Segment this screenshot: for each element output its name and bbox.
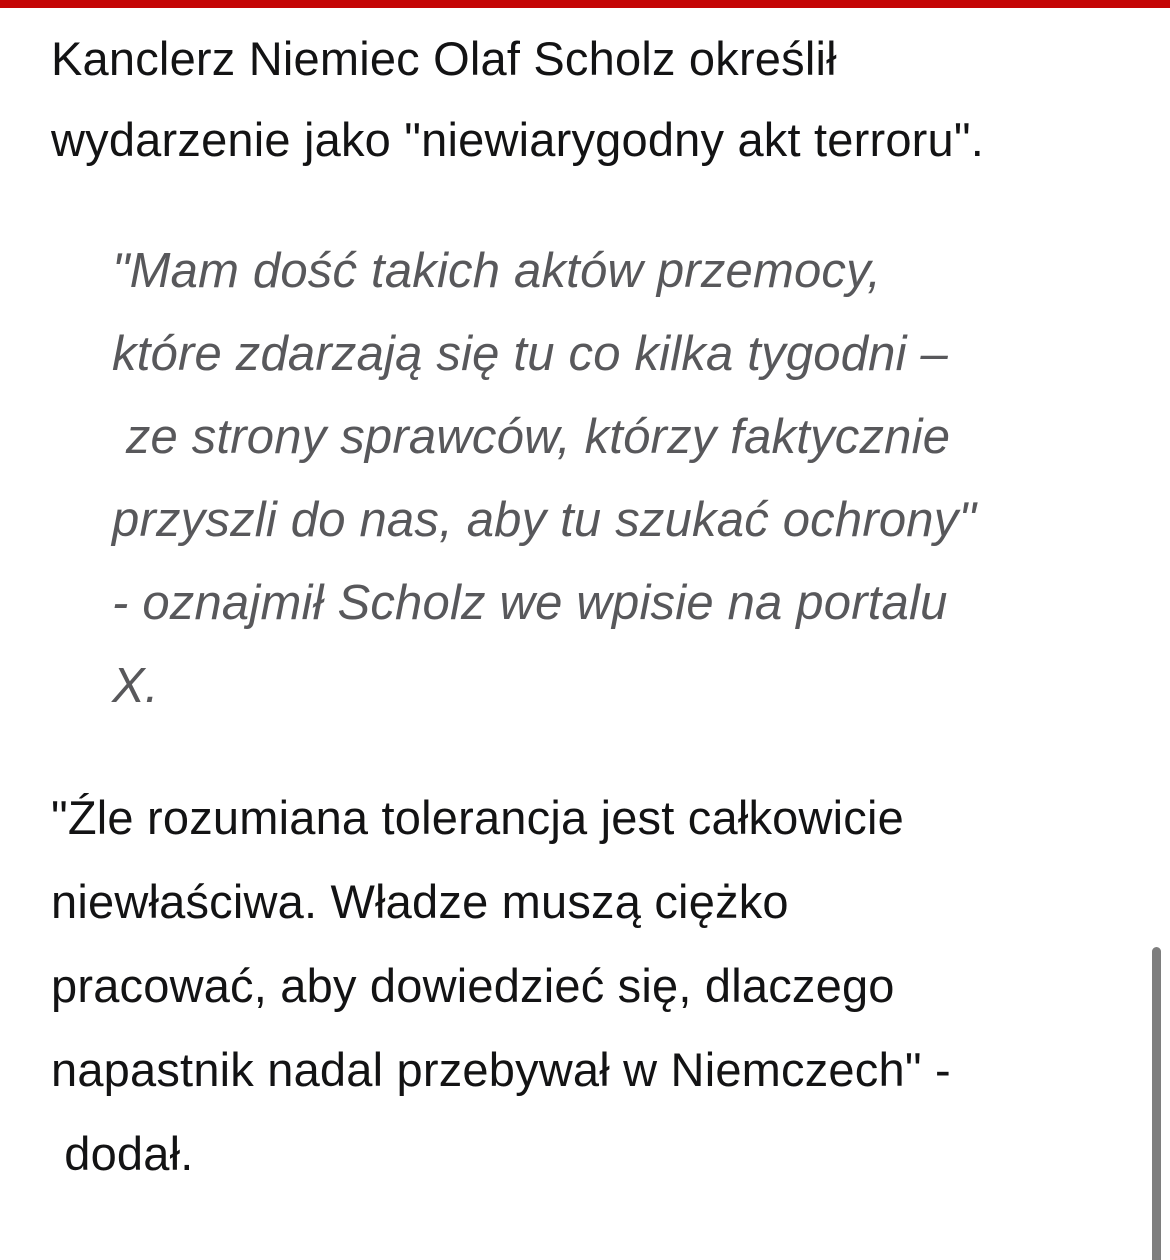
paragraph-line: napastnik nadal przebywał w Niemczech" -: [51, 1043, 951, 1096]
paragraph-line: Kanclerz Niemiec Olaf Scholz określił: [51, 32, 837, 85]
article-paragraph: [51, 776, 1119, 1196]
quote-line: - oznajmił Scholz we wpisie na portalu: [112, 576, 948, 630]
scrollbar-thumb[interactable]: [1152, 947, 1161, 1260]
paragraph-line: "Źle rozumiana tolerancja jest całkowicie: [51, 791, 904, 844]
quote-line: X.: [112, 659, 159, 713]
quote-line: które zdarzają się tu co kilka tygodni –: [112, 327, 948, 381]
paragraph-line: dodał.: [51, 1127, 194, 1180]
quote-line: ze strony sprawców, którzy faktycznie: [112, 410, 951, 464]
paragraph-line: pracować, aby dowiedzieć się, dlaczego: [51, 959, 895, 1012]
quote-line: przyszli do nas, aby tu szukać ochrony": [112, 493, 977, 547]
paragraph-line: wydarzenie jako "niewiarygodny akt terroru".: [51, 113, 984, 166]
pull-quote: [112, 230, 1119, 728]
top-accent-bar: [0, 0, 1170, 8]
paragraph-line: niewłaściwa. Władze muszą ciężko: [51, 875, 789, 928]
article-content: [0, 8, 1170, 1196]
quote-line: "Mam dość takich aktów przemocy,: [112, 244, 882, 298]
article-paragraph: [51, 18, 1119, 180]
